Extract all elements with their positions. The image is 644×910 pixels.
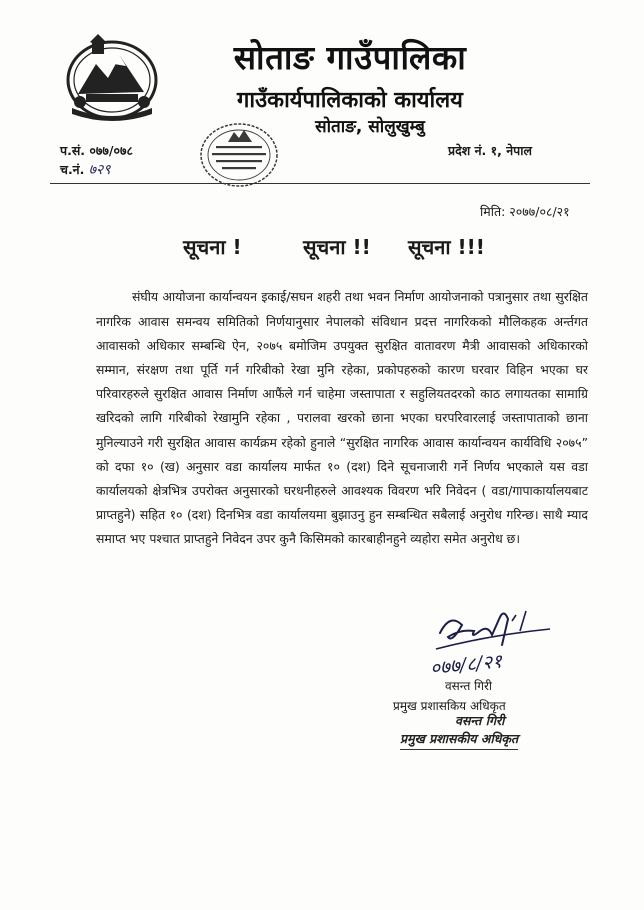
title-stamp: प्रमुख प्रशासकीय अधिकृत [400, 730, 518, 750]
notice-body-paragraph: संघीय आयोजना कार्यान्वयन इकाई/सघन शहरी तथा भवन निर्माण आयोजनाको पत्रानुसार तथा सुरक्षित नागरिक आवास समन्वय समितिको निर्णयानुसार नेपालको संविधान प्रदत्त नागरिकको मौलिकहक अर्न्तगत आवासको अधिकार सम्बन्धि ऐन, २०७५ बमोजिम उपयुक्त सुरक्षित वातावरण मैत्री आवासको अधिकारको सम्मान, संरक्षण तथा पूर्ति गर्न गरिबीको रेखा मुनि रहेका, प्रकोपहरुको कारण घरवार विहिन भएका घर परिवारहरुले सुरक्षित आवास निर्माण आफैंले गर्न चाहेमा जस्तापाता र सहुलियतदरको काठ लगायतका सामाग्रि खरिदको लागि गरिबीको रेखामुनि रहेका , परालवा खरको छाना भएका घरपरिवारलाई जस्तापाताको छाना मुनिल्याउने गरी सुरक्षित आवास कार्यक्रम रहेको हुनाले “सुरक्षित नागरिक आवास कार्यान्वयन कार्यविधि २०७५” को दफा १० (ख) अनुसार वडा कार्यालय मार्फत १० (दश) दिने सूचनाजारी गर्ने निर्णय भएकाले यस वडा कार्यालयको क्षेत्रभित्र उपरोक्त अनुसारको घरधनीहरुले आवश्यक विवरण भरि निवेदन ( वडा/गापाकार्यालयबाट प्राप्तहुने) सहित १० (दश) दिनभित्र वडा कार्यालयमा बुझाउनु हुन सम्बन्धित सबैलाई अनुरोध गरिन्छ। साथै म्याद समाप्त भए पश्चात प्राप्तहुने निवेदन उपर कुनै किसिमको कारबाहीनहुने व्यहोरा समेत अनुरोध छ। [96, 289, 588, 547]
issue-date: मिति: २०७७/०८/२१ [480, 204, 570, 219]
notice-title-1: सूचना ! [183, 235, 242, 259]
signatory-name: वसन्त गिरी [445, 679, 493, 693]
fiscal-year-label: प.सं. [60, 143, 86, 158]
dispatch-number-line [60, 160, 111, 179]
office-address: सोताङ, सोलुखुम्बु [315, 117, 425, 137]
province-label: प्रदेश नं. १, नेपाल [448, 143, 532, 158]
dispatch-number-value: ७२९ [88, 162, 111, 178]
handwritten-date: ०७७/८/२१ [429, 650, 504, 680]
dispatch-number-label: च.नं. [60, 162, 85, 177]
header-divider [50, 183, 590, 184]
office-name: गाउँकार्यपालिकाको कार्यालय [237, 88, 463, 113]
notice-title-3: सूचना !!! [408, 235, 485, 259]
nepal-government-emblem-icon [58, 32, 166, 122]
signatory-title: प्रमुख प्रशासकिय अधिकृत [393, 699, 506, 713]
office-seal-stamp-icon [198, 120, 280, 190]
municipality-name: सोताङ गाउँपालिका [233, 38, 467, 77]
notice-title-2: सूचना !! [303, 235, 371, 259]
name-stamp: वसन्त गिरी [455, 713, 505, 728]
fiscal-year-line [60, 142, 133, 159]
fiscal-year-value: ०७७/०७८ [89, 143, 133, 158]
